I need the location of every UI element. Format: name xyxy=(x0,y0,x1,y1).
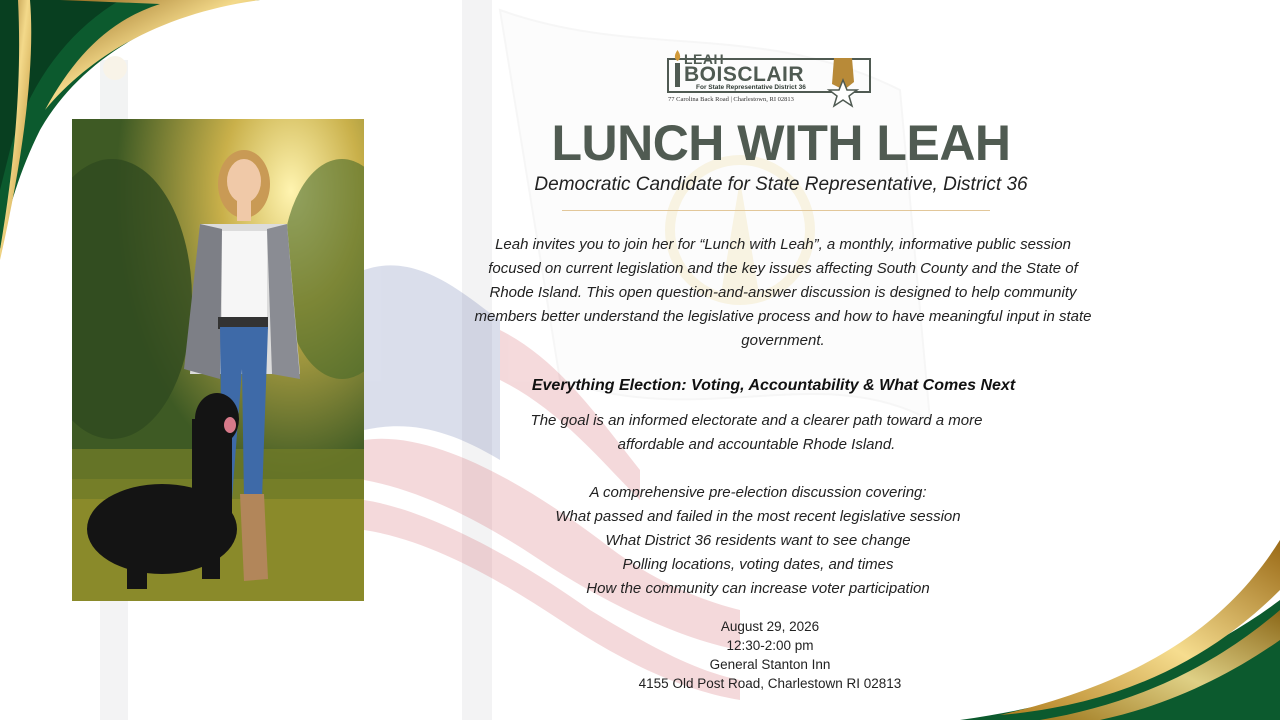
goal-line: affordable and accountable Rhode Island. xyxy=(617,436,896,453)
topic-item: How the community can increase voter participation xyxy=(586,580,930,597)
intro-line: focused on current legislation and the key issues affecting South County and the State of xyxy=(488,260,1078,277)
page-title: LUNCH WITH LEAH xyxy=(551,115,1011,171)
candidate-photo xyxy=(72,119,364,601)
topic-item: Polling locations, voting dates, and times xyxy=(622,556,894,573)
event-venue: General Stanton Inn xyxy=(709,657,831,672)
goal-paragraph xyxy=(420,409,1093,457)
logo-address: 77 Carolina Back Road | Charlestown, RI 02813 xyxy=(668,96,794,103)
logo-last-name: BOISCLAIR xyxy=(684,63,804,86)
event-address: 4155 Old Post Road, Charlestown RI 02813 xyxy=(638,676,902,691)
logo-tagline: For State Representative District 36 xyxy=(696,84,806,91)
section-title: Everything Election: Voting, Accountability & What Comes Next xyxy=(531,377,1016,394)
intro-line: Leah invites you to join her for “Lunch with Leah”, a monthly, informative public session xyxy=(495,236,1071,253)
topic-item: What District 36 residents want to see change xyxy=(605,532,911,549)
logo-first-name: LEAH xyxy=(684,51,725,67)
campaign-logo xyxy=(666,48,876,110)
page-subtitle: Democratic Candidate for State Representative, District 36 xyxy=(534,174,1028,195)
event-time: 12:30-2:00 pm xyxy=(726,638,814,653)
event-date: August 29, 2026 xyxy=(720,619,820,634)
intro-line: government. xyxy=(741,332,825,349)
goal-line: The goal is an informed electorate and a clearer path toward a more xyxy=(530,412,983,429)
topics-heading: A comprehensive pre-election discussion covering: xyxy=(589,484,927,501)
intro-line: members better understand the legislative process and how to have meaningful input in state xyxy=(474,308,1092,325)
event-details xyxy=(420,617,1120,693)
divider xyxy=(562,210,990,211)
topics-list xyxy=(420,481,1096,601)
intro-line: Rhode Island. This open question-and-answer discussion is designed to help community xyxy=(489,284,1077,301)
torch-icon xyxy=(675,50,680,87)
intro-paragraph xyxy=(433,233,1133,353)
topic-item: What passed and failed in the most recent legislative session xyxy=(555,508,961,525)
